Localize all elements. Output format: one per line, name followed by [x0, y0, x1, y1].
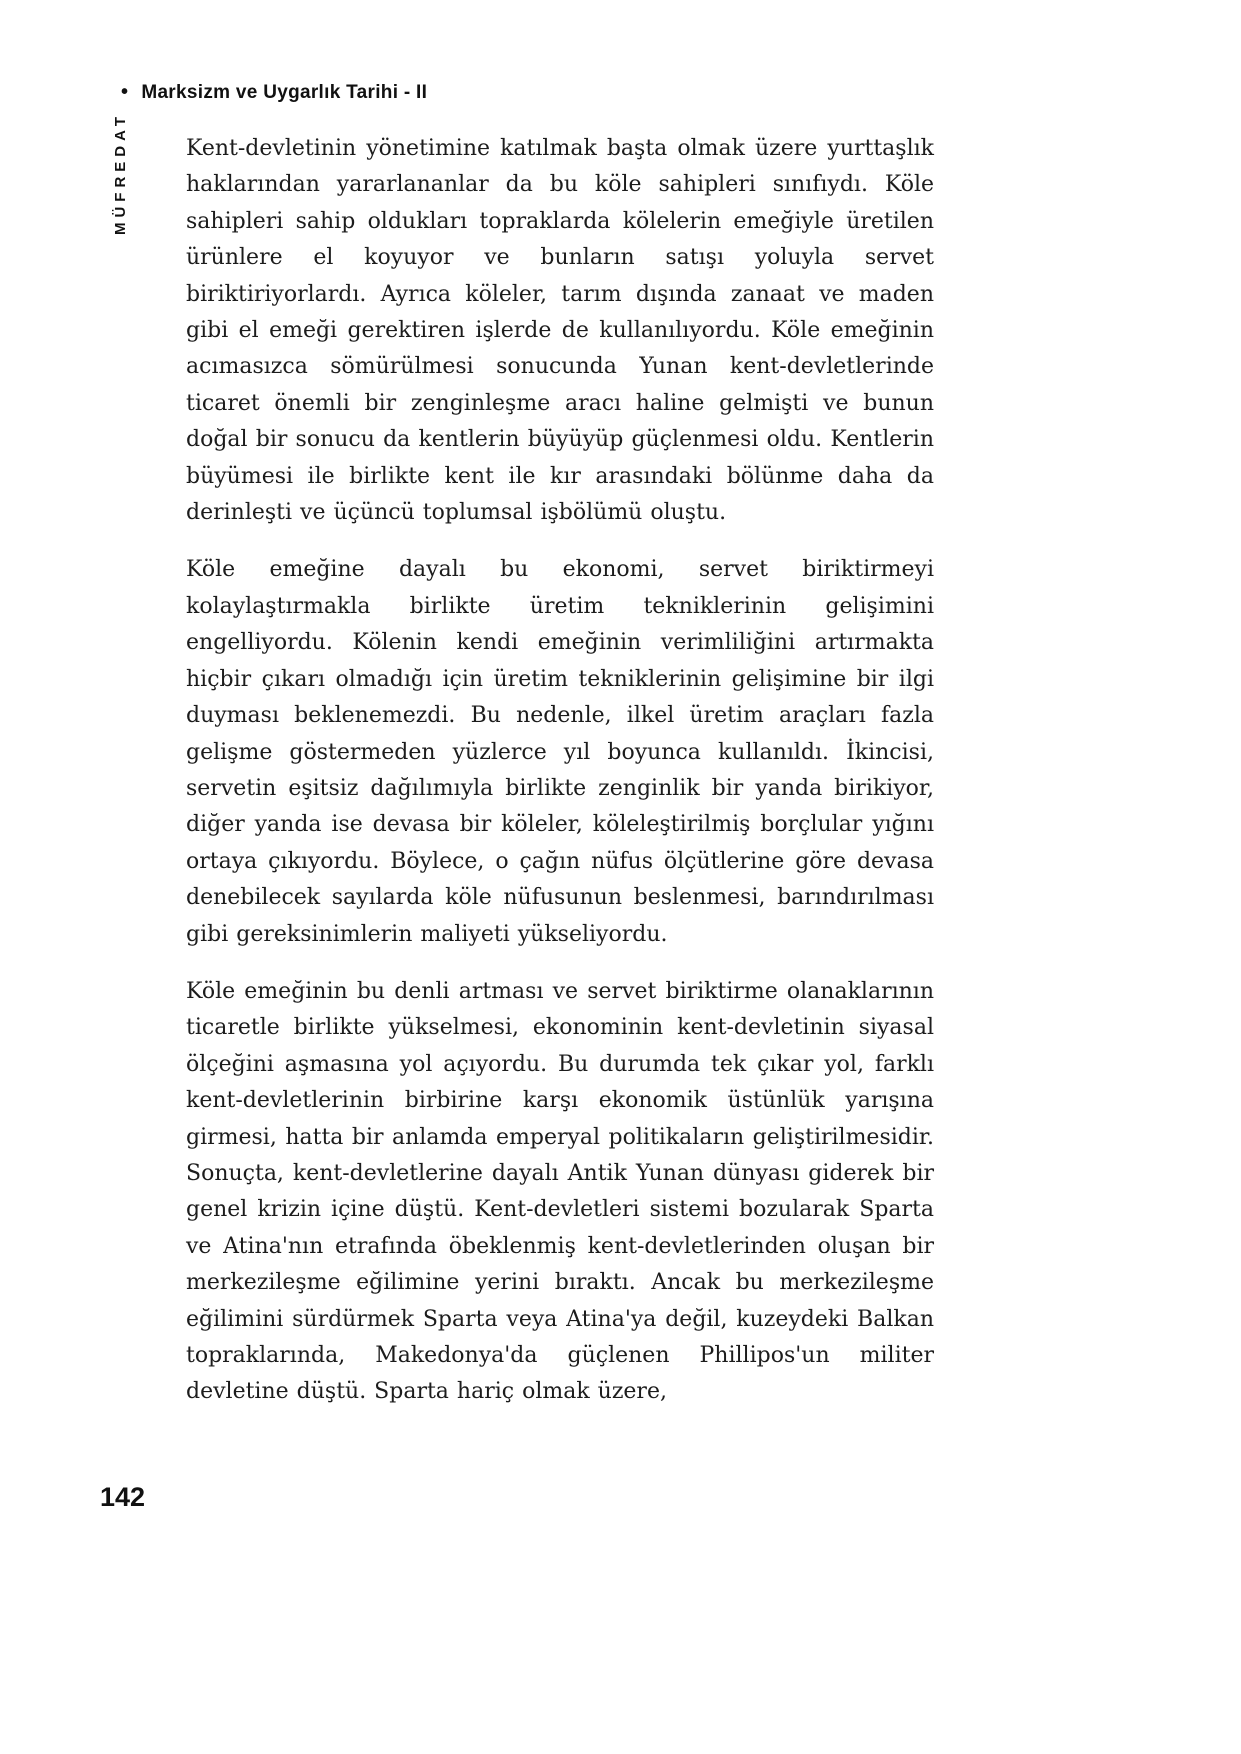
margin-vertical-label: MÜFREDAT [112, 112, 129, 236]
paragraph-1: Kent-devletinin yönetimine katılmak başta olmak üzere yurttaşlık haklarından yararlananlar da bu köle sahipleri sınıfıydı. Köle sahipleri sahip oldukları topraklarda kölelerin emeğiyle üretilen ürünlere el koyuyor ve bunların satışı yoluyla servet biriktiriyorlardı. Ayrıca köleler, tarım dışında zanaat ve maden gibi el emeği gerektiren işlerde de kullanılıyordu. Köle emeğinin acımasızca sömürülmesi sonucunda Yunan kent-devletlerinde ticaret önemli bir zenginleşme aracı haline gelmişti ve bunun doğal bir sonucu da kentlerin büyüyüp güçlenmesi oldu. Kentlerin büyümesi ile birlikte kent ile kır arasındaki bölünme daha da derinleşti ve üçüncü toplumsal işbölümü oluştu. [186, 136, 934, 526]
running-header-title: Marksizm ve Uygarlık Tarihi - II [141, 82, 428, 103]
header-bullet-icon: • [121, 81, 129, 103]
page-number: 142 [100, 1482, 146, 1512]
body-text-column [186, 131, 934, 1411]
paragraph-3: Köle emeğinin bu denli artması ve servet biriktirme olanaklarının ticaretle birlikte yükselmesi, ekonominin kent-devletinin siyasal ölçeğini aşmasına yol açıyordu. Bu durumda tek çıkar yol, farklı kent-devletlerinin birbirine karşı ekonomik üstünlük yarışına girmesi, hatta bir anlamda emperyal politikaların geliştirilmesidir. Sonuçta, kent-devletlerine dayalı Antik Yunan dünyası giderek bir genel krizin içine düştü. Kent-devletleri sistemi bozularak Sparta ve Atina'nın etrafında öbeklenmiş kent-devletlerinden oluşan bir merkezileşme eğilimine yerini bıraktı. Ancak bu merkezileşme eğilimini sürdürmek Sparta veya Atina'ya değil, kuzeydeki Balkan topraklarında, Makedonya'da güçlenen Phillipos'un militer devletine düştü. Sparta hariç olmak üzere, [186, 978, 934, 1405]
paragraph-2: Köle emeğine dayalı bu ekonomi, servet biriktirmeyi kolaylaştırmakla birlikte üretim tekniklerinin gelişimini engelliyordu. Kölenin kendi emeğinin verimliliğini artırmakta hiçbir çıkarı olmadığı için üretim tekniklerinin gelişimine bir ilgi duyması beklenemezdi. Bu nedenle, ilkel üretim araçları fazla gelişme göstermeden yüzlerce yıl boyunca kullanıldı. İkincisi, servetin eşitsiz dağılımıyla birlikte zenginlik bir yanda birikiyor, diğer yanda ise devasa bir köleler, köleleştirilmiş borçlular yığını ortaya çıkıyordu. Böylece, o çağın nüfus ölçütlerine göre devasa denebilecek sayılarda köle nüfusunun beslenmesi, barındırılması gibi gereksinimlerin maliyeti yükseliyordu. [186, 557, 934, 947]
running-header [121, 82, 427, 104]
